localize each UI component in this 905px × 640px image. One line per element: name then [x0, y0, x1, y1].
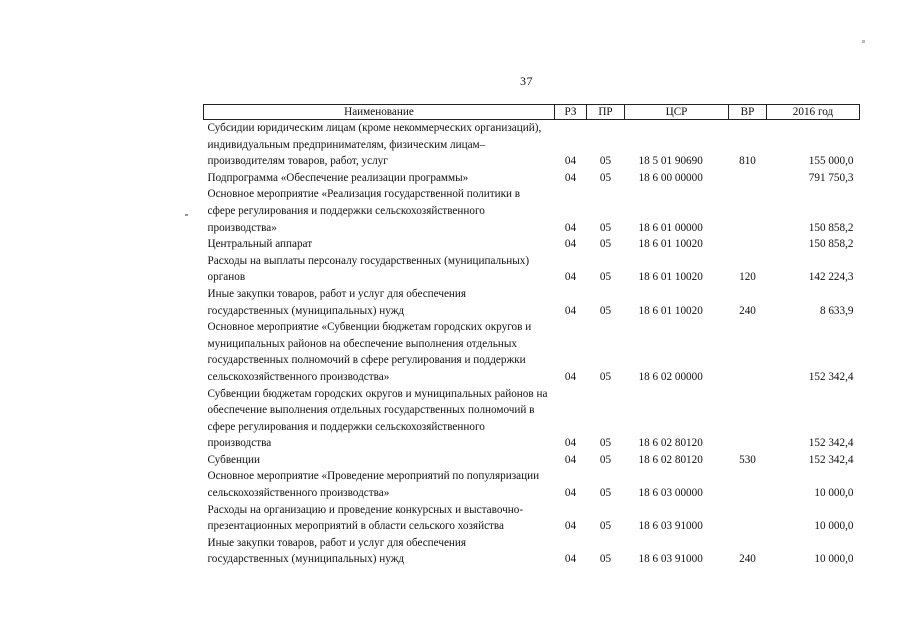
row-csr: 18 5 01 90690 [638, 155, 703, 168]
row-year: 152 342,4 [808, 453, 854, 466]
table-row [204, 236, 860, 253]
row-pr: 05 [599, 553, 612, 566]
table-row [204, 120, 860, 170]
row-csr: 18 6 02 80120 [638, 453, 703, 466]
row-pr: 05 [599, 520, 612, 533]
row-rz: 04 [564, 453, 577, 466]
row-pr: 05 [599, 304, 612, 317]
row-pr: 05 [599, 487, 612, 500]
row-name: Субвенции [207, 453, 260, 466]
row-csr: 18 6 02 00000 [638, 370, 703, 383]
row-rz: 04 [564, 171, 577, 184]
row-csr: 18 6 03 91000 [638, 553, 703, 566]
row-vr [729, 468, 767, 501]
page-number: 37 [520, 74, 533, 88]
row-pr: 05 [599, 271, 612, 284]
table-header [204, 105, 860, 120]
row-name: Расходы на выплаты персоналу государственных (муниципальных) органов [207, 254, 530, 284]
row-pr: 05 [599, 155, 612, 168]
row-vr [729, 319, 767, 385]
row-csr: 18 6 01 10020 [638, 271, 703, 284]
scan-speck [185, 214, 188, 216]
table-row [204, 253, 860, 286]
table-body [204, 120, 860, 569]
row-rz: 04 [564, 155, 577, 168]
row-vr [729, 186, 767, 236]
row-name: Субвенции бюджетам городских округов и муниципальных районов на обеспечение выполнения отдельных государственных полномочий в сфере регулирования и поддержки сельскохозяйственного производства [207, 387, 548, 450]
row-pr: 05 [599, 437, 612, 450]
table-row [204, 452, 860, 469]
row-csr: 18 6 03 91000 [638, 520, 703, 533]
header-pr: ПР [587, 105, 625, 120]
row-vr [729, 502, 767, 535]
row-rz: 04 [564, 487, 577, 500]
row-vr [729, 236, 767, 253]
row-vr: 240 [739, 304, 756, 317]
header-csr: ЦСР [625, 105, 729, 120]
row-year: 142 224,3 [808, 271, 854, 284]
row-rz: 04 [564, 437, 577, 450]
row-year: 10 000,0 [814, 520, 854, 533]
header-vr: ВР [729, 105, 767, 120]
table-row [204, 186, 860, 236]
row-pr: 05 [599, 370, 612, 383]
row-year: 152 342,4 [808, 437, 854, 450]
row-name: Подпрограмма «Обеспечение реализации программы» [207, 171, 469, 184]
row-rz: 04 [564, 553, 577, 566]
table-row [204, 468, 860, 501]
row-csr: 18 6 00 00000 [638, 171, 703, 184]
row-name: Иные закупки товаров, работ и услуг для обеспечения государственных (муниципальных) нужд [207, 536, 467, 566]
table-row [204, 535, 860, 568]
row-csr: 18 6 01 10020 [638, 304, 703, 317]
scan-speck [862, 40, 865, 43]
row-csr: 18 6 01 00000 [638, 221, 703, 234]
row-name: Субсидии юридическим лицам (кроме некоммерческих организаций), индивидуальным предпринимателям, физическим лицам–производителям товаров, работ, услуг [207, 122, 542, 168]
row-pr: 05 [599, 453, 612, 466]
table-row [204, 502, 860, 535]
row-year: 10 000,0 [814, 487, 854, 500]
table-row [204, 170, 860, 187]
row-year: 150 858,2 [808, 238, 854, 251]
row-rz: 04 [564, 238, 577, 251]
row-name: Центральный аппарат [207, 238, 313, 251]
row-year: 10 000,0 [814, 553, 854, 566]
row-year: 152 342,4 [808, 370, 854, 383]
row-csr: 18 6 01 10020 [638, 238, 703, 251]
row-vr [729, 170, 767, 187]
table-row [204, 286, 860, 319]
budget-table [203, 104, 860, 568]
table-row [204, 386, 860, 452]
row-year: 150 858,2 [808, 221, 854, 234]
row-vr: 810 [739, 155, 756, 168]
row-pr: 05 [599, 221, 612, 234]
row-name: Основное мероприятие «Субвенции бюджетам городских округов и муниципальных районов на обеспечение выполнения отдельных государственных полномочий в сфере регулирования и поддержки сельскохозяйственного производства» [207, 321, 532, 383]
row-vr: 120 [739, 271, 756, 284]
row-rz: 04 [564, 221, 577, 234]
row-vr [729, 386, 767, 452]
header-name: Наименование [204, 105, 555, 120]
row-name: Основное мероприятие «Проведение мероприятий по популяризации сельскохозяйственного производства» [207, 470, 540, 500]
row-rz: 04 [564, 520, 577, 533]
row-year: 155 000,0 [808, 155, 854, 168]
header-rz: РЗ [555, 105, 587, 120]
row-rz: 04 [564, 370, 577, 383]
row-name: Расходы на организацию и проведение конкурсных и выставочно-презентационных мероприятий в области сельского хозяйства [207, 503, 524, 533]
row-year: 8 633,9 [819, 304, 854, 317]
row-pr: 05 [599, 238, 612, 251]
table-row [204, 319, 860, 385]
row-year: 791 750,3 [808, 171, 854, 184]
row-csr: 18 6 02 80120 [638, 437, 703, 450]
row-rz: 04 [564, 304, 577, 317]
row-rz: 04 [564, 271, 577, 284]
row-csr: 18 6 03 00000 [638, 487, 703, 500]
header-year: 2016 год [767, 105, 860, 120]
row-vr: 240 [739, 553, 756, 566]
row-vr: 530 [739, 453, 756, 466]
row-pr: 05 [599, 171, 612, 184]
row-name: Иные закупки товаров, работ и услуг для обеспечения государственных (муниципальных) нужд [207, 287, 467, 317]
row-name: Основное мероприятие «Реализация государственной политики в сфере регулирования и поддержки сельскохозяйственного производства» [207, 188, 521, 234]
